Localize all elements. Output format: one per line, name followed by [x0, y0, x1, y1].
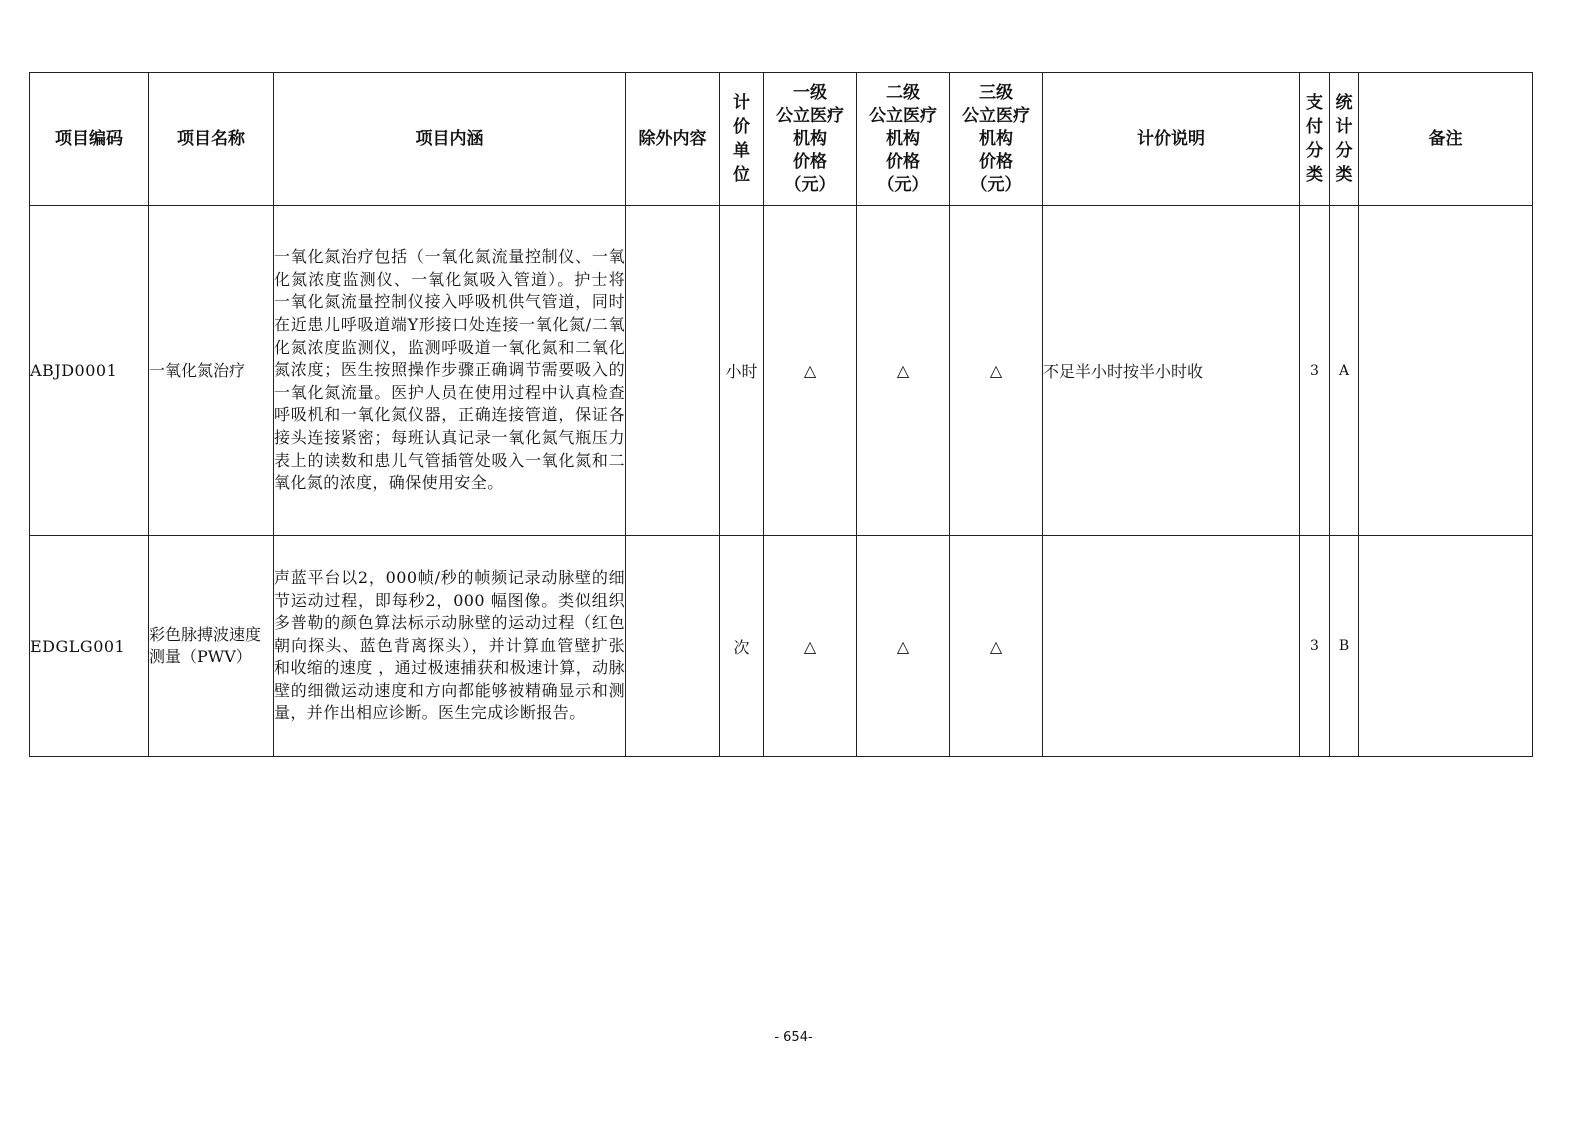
item-price-level3: △ — [950, 206, 1043, 536]
item-price-level2: △ — [857, 206, 950, 536]
item-stat-class: B — [1330, 536, 1359, 757]
item-price-level3: △ — [950, 536, 1043, 757]
item-content: 一氧化氮治疗包括（一氧化氮流量控制仪、一氧化氮浓度监测仪、一氧化氮吸入管道）。护士将一氧化氮流量控制仪接入呼吸机供气管道，同时在近患儿呼吸道端Y形接口处连接一氧化氮/二氧化氮浓度监测仪，监测呼吸道一氧化氮和二氧化氮浓度；医生按照操作步骤正确调节需要吸入的一氧化氮流量。医护人员在使用过程中认真检查呼吸机和一氧化氮仪器，正确连接管道，保证各接头连接紧密；每班认真记录一氧化氮气瓶压力表上的读数和患儿气管插管处吸入一氧化氮和二氧化氮的浓度，确保使用安全。 — [274, 206, 626, 536]
item-pricing-note: 不足半小时按半小时收 — [1043, 206, 1300, 536]
item-stat-class: A — [1330, 206, 1359, 536]
table-row — [30, 536, 1533, 757]
item-content: 声蓝平台以2，000帧/秒的帧频记录动脉壁的细节运动过程，即每秒2，000 幅图像。类似组织多普勒的颜色算法标示动脉壁的运动过程（红色朝向探头、蓝色背离探头），并计算血管壁扩张和收缩的速度 ，通过极速捕获和极速计算，动脉壁的细微运动速度和方向都能够被精确显示和测量，并作出相应诊断。医生完成诊断报告。 — [274, 536, 626, 757]
item-price-level2: △ — [857, 536, 950, 757]
pricing-table — [29, 72, 1533, 757]
header-level1-price: 一级 公立医疗 机构 价格 （元） — [764, 73, 857, 206]
item-remarks — [1359, 206, 1533, 536]
item-code: ABJD0001 — [30, 206, 149, 536]
header-content: 项目内涵 — [274, 73, 626, 206]
header-level3-price: 三级 公立医疗 机构 价格 （元） — [950, 73, 1043, 206]
item-price-level1: △ — [764, 536, 857, 757]
item-payment-class: 3 — [1300, 206, 1330, 536]
header-exclusion: 除外内容 — [626, 73, 720, 206]
page-number: - 654- — [774, 1030, 813, 1045]
item-exclusion — [626, 206, 720, 536]
item-payment-class: 3 — [1300, 536, 1330, 757]
item-name: 彩色脉搏波速度测量（PWV） — [149, 536, 274, 757]
item-price-level1: △ — [764, 206, 857, 536]
header-remarks: 备注 — [1359, 73, 1533, 206]
item-exclusion — [626, 536, 720, 757]
item-unit: 小时 — [720, 206, 764, 536]
header-name: 项目名称 — [149, 73, 274, 206]
header-pricing-note: 计价说明 — [1043, 73, 1300, 206]
header-row — [30, 73, 1533, 206]
header-unit: 计 价 单 位 — [720, 73, 764, 206]
item-name: 一氧化氮治疗 — [149, 206, 274, 536]
item-unit: 次 — [720, 536, 764, 757]
item-pricing-note — [1043, 536, 1300, 757]
item-code: EDGLG001 — [30, 536, 149, 757]
header-code: 项目编码 — [30, 73, 149, 206]
header-payment-class: 支 付 分 类 — [1300, 73, 1330, 206]
header-stat-class: 统 计 分 类 — [1330, 73, 1359, 206]
item-remarks — [1359, 536, 1533, 757]
header-level2-price: 二级 公立医疗 机构 价格 （元） — [857, 73, 950, 206]
table-row — [30, 206, 1533, 536]
